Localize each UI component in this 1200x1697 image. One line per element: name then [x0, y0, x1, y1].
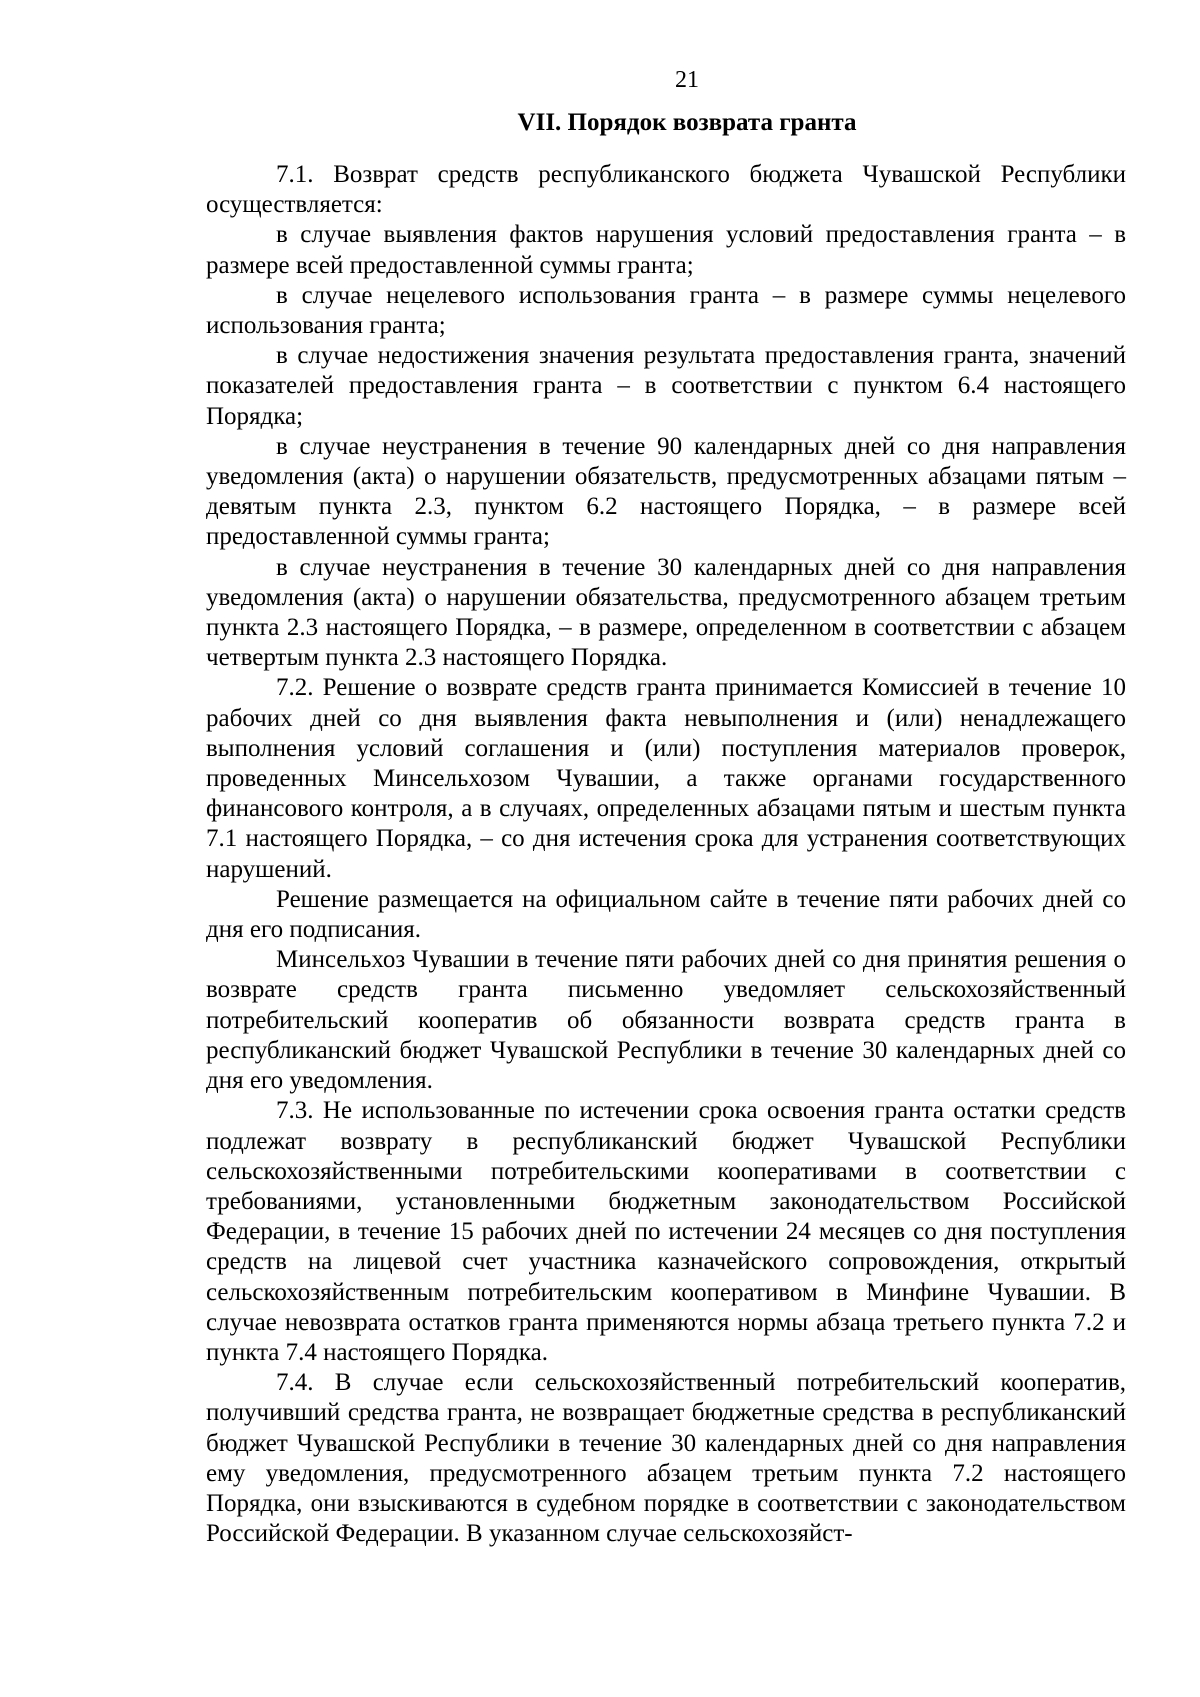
- paragraph-7-1-case-90-days: в случае неустранения в течение 90 календарных дней со дня направления уведомления (акта) о нарушении обязательств, предусмотренных абзацами пятым – девятым пункта 2.3, пунктом 6.2 настоящего Порядка, – в размере всей предоставленной суммы гранта;: [206, 432, 1126, 551]
- paragraph-7-3: 7.3. Не использованные по истечении срока освоения гранта остатки средств подлежат возврату в республиканский бюджет Чувашской Республики сельскохозяйственными потребительскими кооперативами в соответствии с требованиями, установленными бюджетным законодательством Российской Федерации, в течение 15 рабочих дней по истечении 24 месяцев со дня поступления средств на лицевой счет участника казначейского сопровождения, открытый сельскохозяйственным потребительским кооперативом в Минфине Чувашии. В случае невозврата остатков гранта применяются нормы абзаца третьего пункта 7.2 и пункта 7.4 настоящего Порядка.: [206, 1097, 1126, 1366]
- paragraph-7-1-case-misuse: в случае нецелевого использования гранта – в размере суммы нецелевого использования гранта;: [206, 281, 1126, 340]
- paragraph-7-4: 7.4. В случае если сельскохозяйственный потребительский кооператив, получивший средства гранта, не возвращает бюджетные средства в республиканский бюджет Чувашской Республики в течение 30 календарных дней со дня направления ему уведомления, предусмотренного абзацем третьим пункта 7.2 настоящего Порядка, они взыскиваются в судебном порядке в соответствии с законодательством Российской Федерации. В указанном случае сельскохозяйст-: [206, 1369, 1126, 1548]
- paragraph-7-1-case-30-days: в случае неустранения в течение 30 календарных дней со дня направления уведомления (акта) о нарушении обязательства, предусмотренного абзацем третьим пункта 2.3 настоящего Порядка, – в размере, определенном в соответствии с абзацем четвертым пункта 2.3 настоящего Порядка.: [206, 553, 1126, 672]
- paragraph-7-2: 7.2. Решение о возврате средств гранта принимается Комиссией в течение 10 рабочих дней со дня выявления факта невыполнения и (или) ненадлежащего выполнения условий соглашения и (или) поступления материалов проверок, проведенных Минсельхозом Чувашии, а также органами государственного финансового контроля, а в случаях, определенных абзацами пятым и шестым пункта 7.1 настоящего Порядка, – со дня истечения срока для устранения соответствующих нарушений.: [206, 674, 1126, 883]
- paragraph-7-1: 7.1. Возврат средств республиканского бюджета Чувашской Республики осуществляется:: [206, 161, 1126, 219]
- paragraph-7-1-case-result-not-achieved: в случае недостижения значения результата предоставления гранта, значений показателей предоставления гранта – в соответствии с пунктом 6.4 настоящего Порядка;: [206, 342, 1126, 430]
- document-page: [206, 64, 1126, 1549]
- paragraph-7-1-case-violation: в случае выявления фактов нарушения условий предоставления гранта – в размере всей предоставленной суммы гранта;: [206, 221, 1126, 279]
- section-title: VII. Порядок возврата гранта: [517, 109, 857, 136]
- paragraph-7-2-publication: Решение размещается на официальном сайте в течение пяти рабочих дней со дня его подписания.: [206, 885, 1126, 944]
- page-number: 21: [675, 67, 699, 93]
- paragraph-7-2-notification: Минсельхоз Чувашии в течение пяти рабочих дней со дня принятия решения о возврате средств гранта письменно уведомляет сельскохозяйственный потребительский кооператив об обязанности возврата средств гранта в республиканский бюджет Чувашской Республики в течение 30 календарных дней со дня его уведомления.: [206, 946, 1126, 1095]
